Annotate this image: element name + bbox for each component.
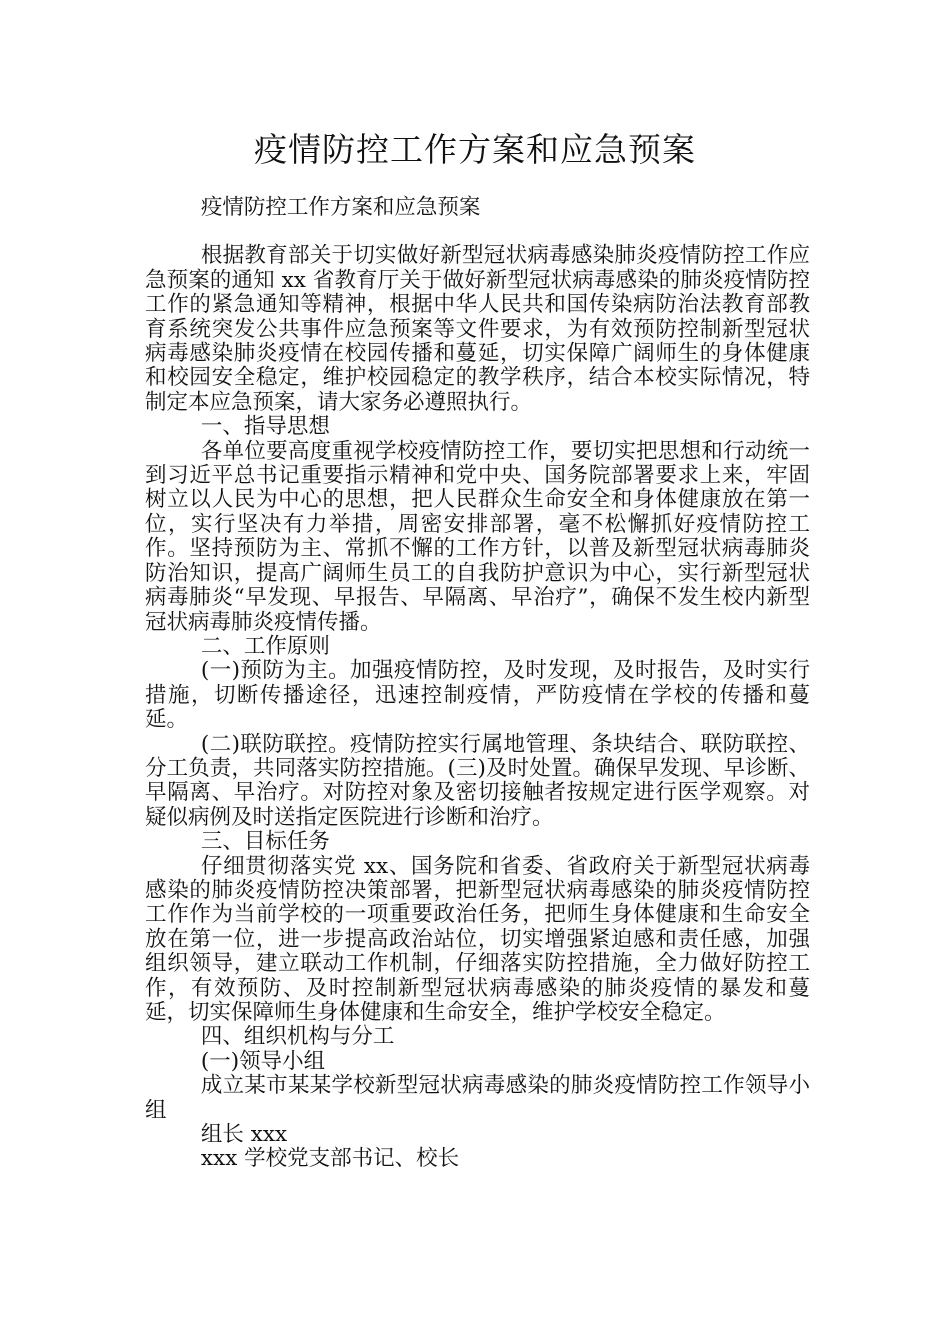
paragraph-target-tasks: 仔细贯彻落实党 xx、国务院和省委、省政府关于新型冠状病毒感染的肺炎疫情防控决策部署，把新型冠状病毒感染的肺炎疫情防控工作作为当前学校的一项重要政治任务，把师生身体健康和生命安全放在第一位，进一步提高政治站位，切实增强紧迫感和责任感，加强组织领导，建立联动工作机制，仔细落实防控措施，全力做好防控工作，有效预防、及时控制新型冠状病毒感染的肺炎疫情的暴发和蔓延，切实保障师生身体健康和生命安全，维护学校安全稳定。 xyxy=(145,853,810,1025)
heading-work-principles: 二、工作原则 xyxy=(200,633,330,659)
paragraph-guiding-ideology: 各单位要高度重视学校疫情防控工作，要切实把思想和行动统一到习近平总书记重要指示精神和党中央、国务院部署要求上来，牢固树立以人民为中心的思想，把人民群众生命安全和身体健康放在第一位，实行坚决有力举措，周密安排部署，毫不松懈抓好疫情防控工作。坚持预防为主、常抓不懈的工作方针，以普及新型冠状病毒肺炎防治知识，提高广阔师生员工的自我防护意识为中心，实行新型冠状病毒肺炎“早发现、早报告、早隔离、早治疗”，确保不发生校内新型冠状病毒肺炎疫情传播。 xyxy=(145,438,810,635)
document-body xyxy=(145,196,810,1172)
paragraph-leading-group: 成立某市某某学校新型冠状病毒感染的肺炎疫情防控工作领导小组 xyxy=(145,1073,810,1123)
heading-target-tasks: 三、目标任务 xyxy=(200,829,330,855)
document-title: 疫情防控工作方案和应急预案 xyxy=(254,130,696,169)
heading-leading-group: (一)领导小组 xyxy=(200,1048,326,1074)
paragraph-principle-joint-control: (二)联防联控。疫情防控实行属地管理、条块结合、联防联控、分工负责，共同落实防控措施。(三)及时处置。确保早发现、早诊断、早隔离、早治疗。对防控对象及密切接触者按规定进行医学观察。对疑似病例及时送指定医院进行诊断和治疗。 xyxy=(145,731,810,830)
paragraph-intro: 根据教育部关于切实做好新型冠状病毒感染肺炎疫情防控工作应急预案的通知 xx 省教育厅关于做好新型冠状病毒感染的肺炎疫情防控工作的紧急通知等精神，根据中华人民共和国传染病防治法教育部教育系统突发公共事件应急预案等文件要求，为有效预防控制新型冠状病毒感染肺炎疫情在校园传播和蔓延，切实保障广阔师生的身体健康和校园安全稳定，维护校园稳定的教学秩序，结合本校实际情况，特制定本应急预案，请大家务必遵照执行。 xyxy=(145,243,810,415)
heading-guiding-ideology: 一、指导思想 xyxy=(200,414,330,440)
line-leader-title: xxx 学校党支部书记、校长 xyxy=(200,1146,460,1172)
line-group-leader: 组长 xxx xyxy=(200,1122,288,1148)
document-subtitle: 疫情防控工作方案和应急预案 xyxy=(200,195,481,220)
heading-organization: 四、组织机构与分工 xyxy=(200,1024,395,1050)
paragraph-principle-prevention: (一)预防为主。加强疫情防控，及时发现，及时报告，及时实行措施，切断传播途径，迅速控制疫情，严防疫情在学校的传播和蔓延。 xyxy=(145,658,810,733)
